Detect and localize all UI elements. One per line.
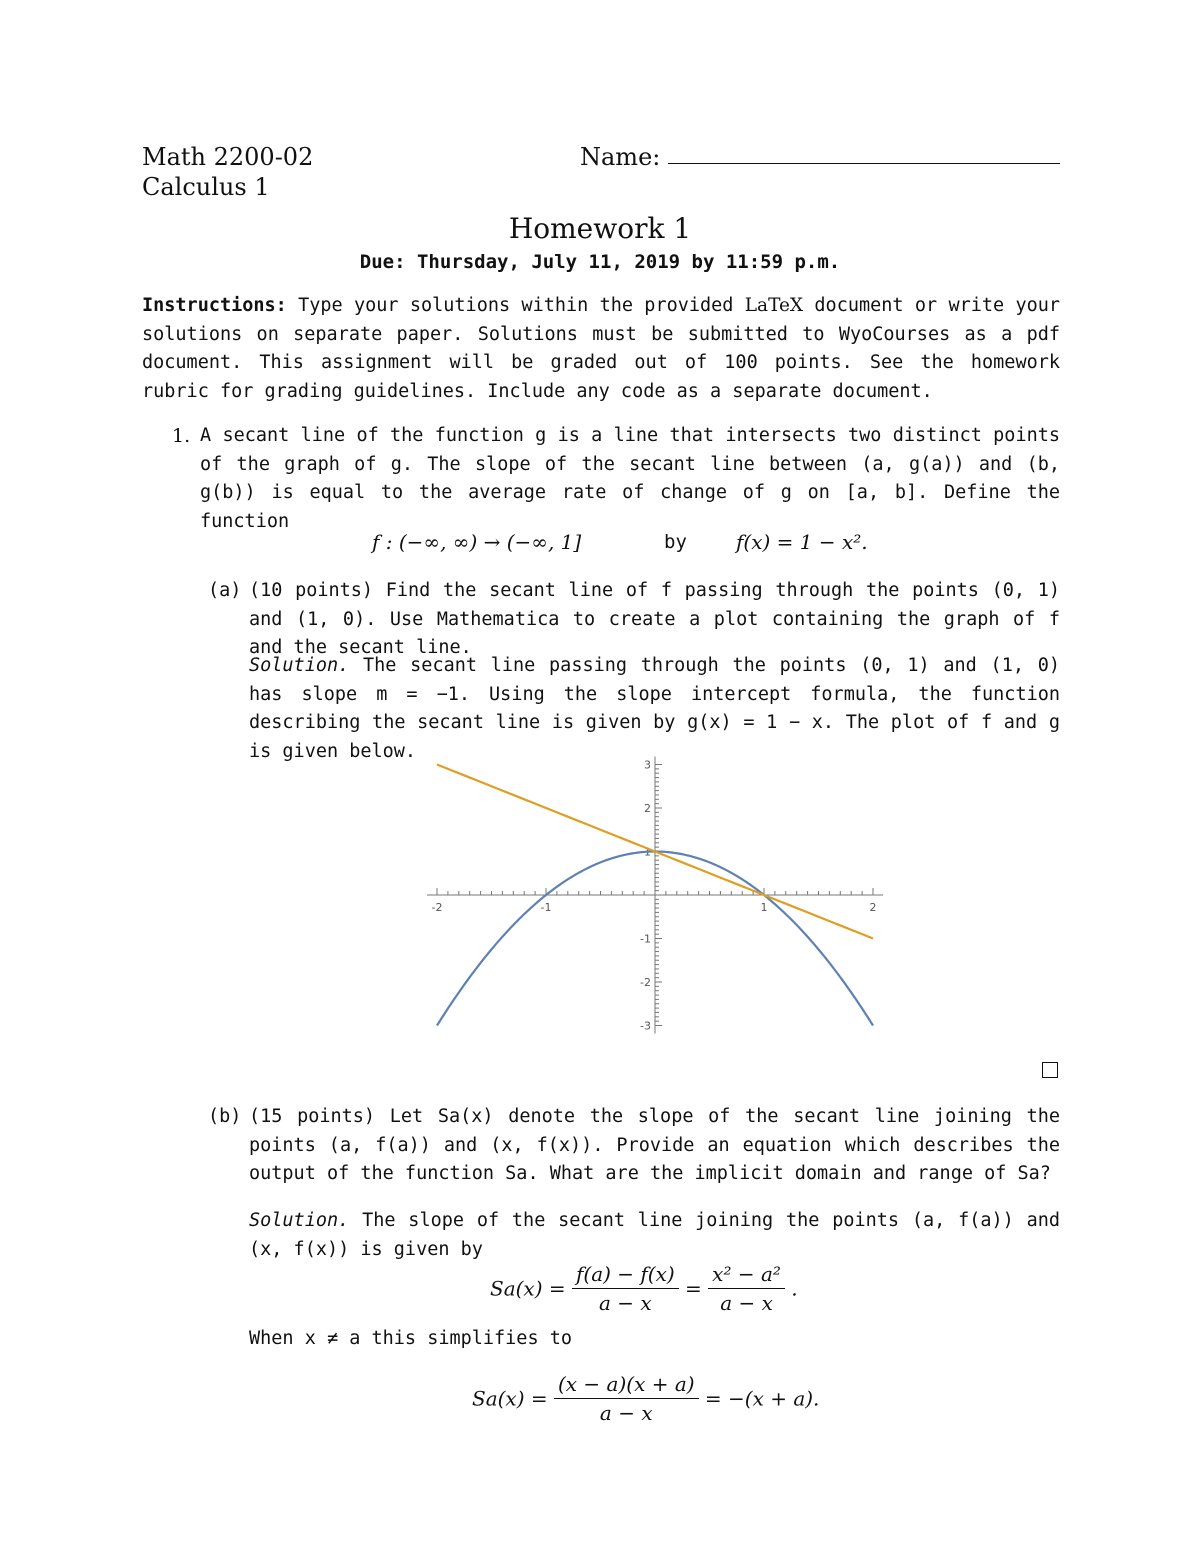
x-tick-label: -1 (540, 901, 552, 914)
eq1-fraction-1 (572, 1262, 679, 1315)
course-name: Calculus 1 (142, 173, 270, 201)
eq1-equals: = (685, 1276, 702, 1301)
eq2-lhs: Sa(x) = (472, 1386, 548, 1411)
eq1-frac2-numerator: x² − a² (708, 1262, 785, 1289)
y-tick-label: 2 (644, 802, 651, 815)
part-b-solution-label: Solution. (249, 1210, 350, 1231)
eq1-frac2-denominator: a − x (720, 1291, 773, 1315)
instructions-paragraph (142, 292, 1060, 406)
part-b-solution (249, 1207, 1060, 1264)
simplify-sentence: When x ≠ a this simplifies to (249, 1328, 573, 1349)
eq2-rhs: = −(x + a). (704, 1386, 820, 1411)
secant-line-plot (420, 752, 890, 1042)
part-a-prompt: (10 points) Find the secant line of f passing through the points (0, 1) and (1, 0). Use Mathematica to create a plot containing the graph of f and the secant line. (249, 580, 1060, 658)
eq1-frac1-numerator: f(a) − f(x) (572, 1262, 679, 1289)
x-tick-label: 2 (869, 901, 877, 914)
course-code: Math 2200-02 (142, 143, 314, 171)
qed-box (1042, 1062, 1058, 1078)
y-tick-label: -1 (640, 932, 651, 946)
y-tick-label: -3 (640, 1019, 651, 1033)
part-a-solution-text: The secant line passing through the points (0, 1) and (1, 0) has slope m = −1. Using the slope intercept formula, the function describing the secant line is given by g(x) = 1 − x. The plot of f and g is given below. (249, 655, 1060, 762)
part-b-solution-text: The slope of the secant line joining the points (a, f(a)) and (x, f(x)) is given by (249, 1210, 1060, 1260)
eq1-period: . (791, 1276, 798, 1301)
latex-logo: LaTeX (744, 295, 804, 316)
x-tick-label: 1 (760, 901, 768, 914)
instructions-text-1: Type your solutions within the provided (298, 295, 734, 316)
part-a-solution (249, 652, 1060, 766)
problem-1-number: 1. (172, 425, 191, 447)
instructions-text-2: document or write your solutions on separate paper. Solutions must be submitted to WyoCourses as a pdf document. This assignment will be graded out of 100 points. See the homework rubric for grading guidelines. Include any code as a separate document. (142, 295, 1061, 402)
equation-simplified (472, 1372, 819, 1425)
function-definition-formula: f(x) = 1 − x². (736, 530, 868, 554)
instructions-label: Instructions: (142, 295, 287, 316)
part-b-prompt: (15 points) Let Sa(x) denote the slope of the secant line joining the points (a, f(a)) and (x, f(x)). Provide an equation which describes the output of the function Sa. What are the implicit domain and range of Sa? (249, 1106, 1060, 1184)
function-definition-map: f : (−∞, ∞) → (−∞, 1] (372, 530, 582, 554)
y-tick-label: 3 (644, 758, 651, 772)
name-label: Name: (580, 143, 661, 171)
name-blank-line[interactable] (668, 162, 1060, 164)
eq2-frac-denominator: a − x (599, 1401, 653, 1425)
equation-secant-slope (490, 1262, 798, 1315)
eq2-frac-numerator: (x − a)(x + a) (554, 1372, 699, 1399)
problem-1-intro: A secant line of the function g is a line that intersects two distinct points of the graph of g. The slope of the secant line between (a, g(a)) and (b, g(b)) is equal to the average rate of change of g on [a, b]. Define the function (200, 425, 1060, 532)
due-date: Due: Thursday, July 11, 2019 by 11:59 p.m. (359, 251, 841, 273)
part-a-solution-label: Solution. (249, 655, 350, 676)
x-tick-label: -2 (431, 901, 443, 914)
y-tick-label: -2 (640, 976, 651, 989)
part-b-label: (b) (208, 1106, 242, 1127)
function-definition-by: by (664, 531, 687, 553)
plot-layer (427, 757, 883, 1034)
page-title: Homework 1 (508, 212, 692, 245)
eq1-fraction-2 (708, 1262, 785, 1315)
eq2-fraction (554, 1372, 699, 1425)
eq1-lhs: Sa(x) = (490, 1276, 566, 1301)
eq1-frac1-denominator: a − x (598, 1291, 652, 1315)
part-a-label: (a) (208, 580, 242, 601)
y-tick-label: 1 (644, 845, 651, 859)
